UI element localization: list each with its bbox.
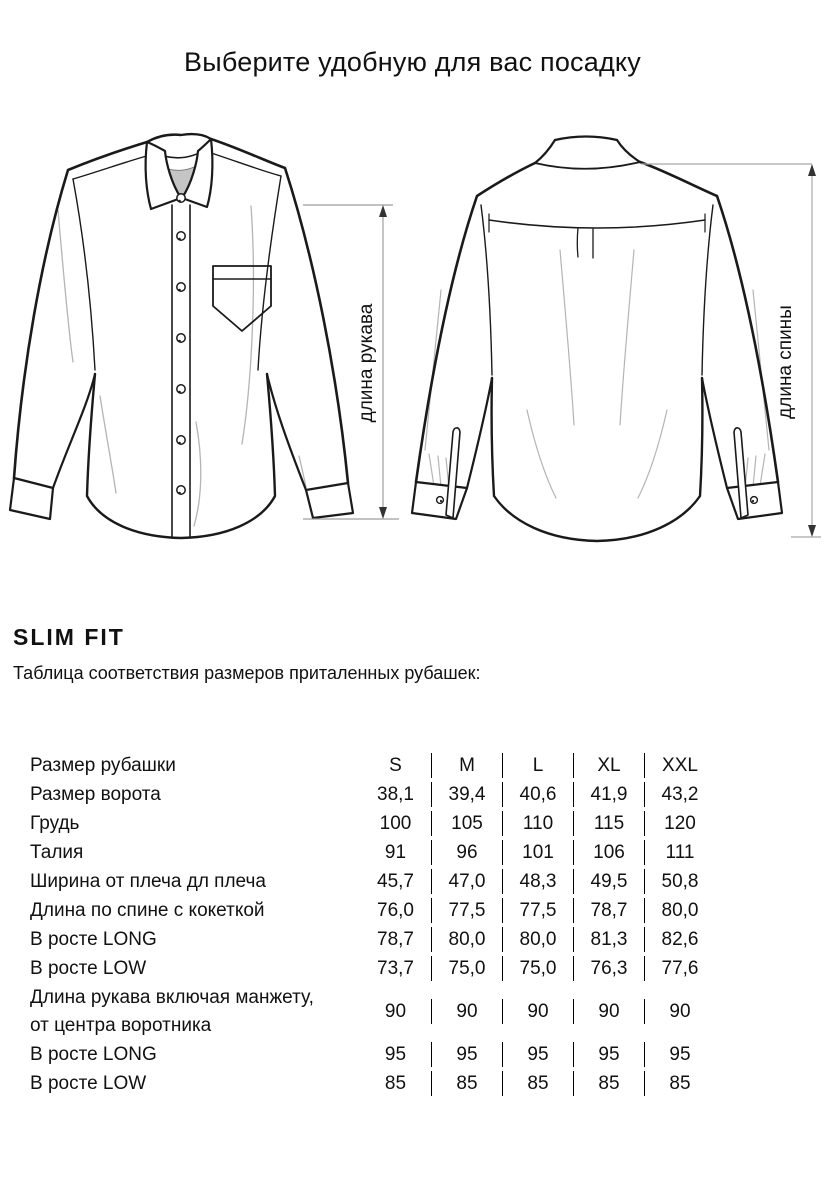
- page-title: Выберите удобную для вас посадку: [184, 47, 641, 77]
- cell-value: XL: [573, 751, 644, 780]
- row-label: Ширина от плеча дл плеча: [30, 870, 266, 892]
- row-label: Грудь: [30, 812, 80, 834]
- cell-value: 110: [502, 809, 573, 838]
- cell-value: 76,0: [377, 900, 414, 921]
- row-label: В росте LOW: [30, 957, 147, 979]
- cell-value: 80,0: [502, 925, 573, 954]
- cell-value: 90: [644, 983, 715, 1040]
- cell-value: 48,3: [502, 867, 573, 896]
- section-heading: SLIM FIT: [13, 624, 125, 650]
- cell-value: 90: [573, 983, 644, 1040]
- row-label: В росте LOW: [30, 1072, 147, 1094]
- cell-value: 106: [573, 838, 644, 867]
- cell-value: 90: [502, 983, 573, 1040]
- cell-value: 78,7: [573, 896, 644, 925]
- cell-value: 95: [384, 1044, 407, 1065]
- cell-value: 77,5: [502, 896, 573, 925]
- table-row: [30, 1040, 715, 1069]
- cell-value: 95: [644, 1040, 715, 1069]
- table-row: [30, 954, 715, 983]
- cell-value: 40,6: [502, 780, 573, 809]
- cell-value: 96: [431, 838, 502, 867]
- row-label: Длина по спине с кокеткой: [30, 899, 265, 921]
- cell-value: 115: [573, 809, 644, 838]
- cell-value: 90: [431, 983, 502, 1040]
- cell-value: 75,0: [502, 954, 573, 983]
- cell-value: 78,7: [377, 929, 414, 950]
- cell-value: 77,6: [644, 954, 715, 983]
- cell-value: 75,0: [431, 954, 502, 983]
- cell-value: 81,3: [573, 925, 644, 954]
- cell-value: 85: [384, 1073, 407, 1094]
- cell-value: 105: [431, 809, 502, 838]
- cell-value: 85: [431, 1069, 502, 1098]
- cell-value: 49,5: [573, 867, 644, 896]
- cell-value: 77,5: [431, 896, 502, 925]
- cell-value: 47,0: [431, 867, 502, 896]
- row-label: Размер ворота: [30, 783, 161, 805]
- front-shirt-drawing: [10, 134, 353, 538]
- table-row: [30, 983, 715, 1040]
- table-row: [30, 780, 715, 809]
- cell-value: S: [389, 755, 402, 776]
- cell-value: 95: [502, 1040, 573, 1069]
- cell-value: 101: [502, 838, 573, 867]
- cell-value: 39,4: [431, 780, 502, 809]
- cell-value: 41,9: [573, 780, 644, 809]
- cell-value: 95: [573, 1040, 644, 1069]
- table-row: [30, 751, 715, 780]
- row-label: Размер рубашки: [30, 754, 176, 776]
- cell-value: M: [431, 751, 502, 780]
- back-shirt-drawing: [412, 137, 782, 542]
- cell-value: XXL: [644, 751, 715, 780]
- cell-value: 76,3: [573, 954, 644, 983]
- table-row: [30, 896, 715, 925]
- cell-value: 90: [384, 1001, 407, 1022]
- size-table: [30, 751, 715, 1098]
- table-row: [30, 1069, 715, 1098]
- cell-value: 85: [502, 1069, 573, 1098]
- cell-value: 80,0: [431, 925, 502, 954]
- table-row: [30, 925, 715, 954]
- cell-value: 85: [573, 1069, 644, 1098]
- cell-value: 120: [644, 809, 715, 838]
- back-length-label: длина спины: [775, 305, 796, 419]
- cell-value: 43,2: [644, 780, 715, 809]
- sleeve-length-label: длина рукава: [356, 303, 377, 423]
- cell-value: 85: [644, 1069, 715, 1098]
- row-label: Талия: [30, 841, 84, 863]
- cell-value: 95: [431, 1040, 502, 1069]
- cell-value: L: [502, 751, 573, 780]
- cell-value: 100: [379, 813, 412, 834]
- button-icons: [177, 194, 185, 494]
- row-label: В росте LONG: [30, 928, 157, 950]
- row-label: Длина рукава включая манжету, от центра воротника: [30, 986, 314, 1036]
- table-row: [30, 838, 715, 867]
- row-label: В росте LONG: [30, 1043, 157, 1065]
- cell-value: 73,7: [377, 958, 414, 979]
- shirt-diagram: [0, 110, 825, 575]
- table-row: [30, 867, 715, 896]
- cell-value: 82,6: [644, 925, 715, 954]
- table-subtitle: Таблица соответствия размеров приталенных рубашек:: [13, 663, 481, 683]
- sleeve-length-arrow: [303, 205, 399, 519]
- cell-value: 38,1: [377, 784, 414, 805]
- cell-value: 50,8: [644, 867, 715, 896]
- cell-value: 111: [644, 838, 715, 867]
- cell-value: 45,7: [377, 871, 414, 892]
- table-row: [30, 809, 715, 838]
- cell-value: 91: [384, 842, 407, 863]
- cell-value: 80,0: [644, 896, 715, 925]
